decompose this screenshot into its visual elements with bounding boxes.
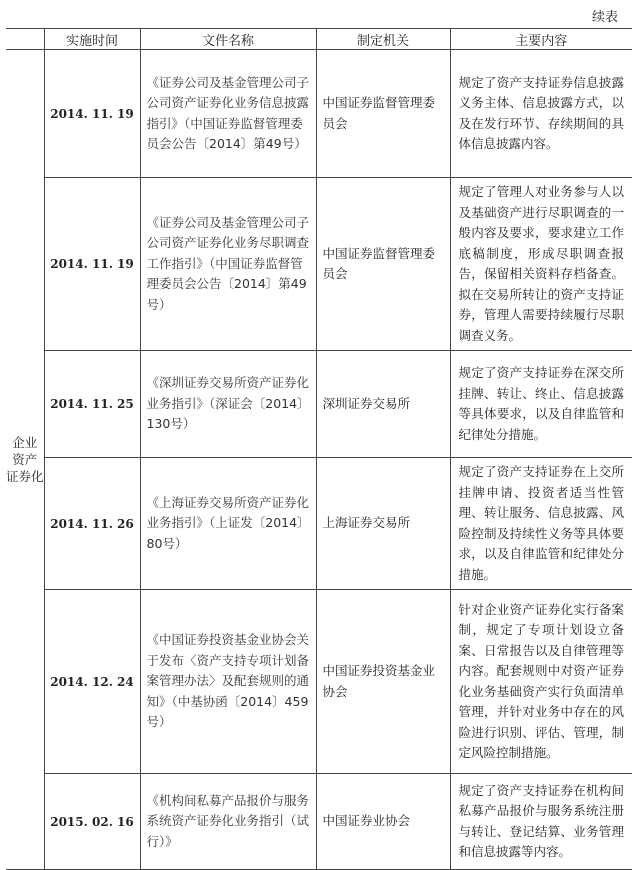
table-row	[6, 458, 632, 590]
header-name: 文件名称	[140, 29, 316, 50]
row-date: 2015. 02. 16	[44, 774, 140, 870]
category-line: 证券化	[6, 469, 44, 484]
row-content: 规定了资产支持证券在上交所挂牌申请、投资者适当性管理、转让服务、信息披露、风险控制及持续性义务等具体要求，以及自律监管和纪律处分措施。	[450, 458, 632, 590]
table-row	[6, 351, 632, 458]
row-org: 深圳证券交易所	[316, 351, 450, 458]
regulations-table	[6, 28, 632, 870]
row-org: 中国证券业协会	[316, 774, 450, 870]
row-doc-name: 《证券公司及基金管理公司子公司资产证券化业务信息披露指引》（中国证券监督管理委员会公告〔2014〕第49号）	[140, 50, 316, 178]
row-doc-name: 《深圳证券交易所资产证券化业务指引》（深证会〔2014〕130号）	[140, 351, 316, 458]
row-doc-name: 《机构间私募产品报价与服务系统资产证券化业务指引（试行）》	[140, 774, 316, 870]
row-org: 上海证券交易所	[316, 458, 450, 590]
row-date: 2014. 12. 24	[44, 590, 140, 774]
header-content: 主要内容	[450, 29, 632, 50]
row-date: 2014. 11. 25	[44, 351, 140, 458]
row-content: 规定了资产支持证券信息披露义务主体、信息披露方式，以及在发行环节、存续期间的具体信息披露内容。	[450, 50, 632, 178]
row-content: 规定了管理人对业务参与人以及基础资产进行尽职调查的一般内容及要求，要求建立工作底稿制度，形成尽职调查报告，保留相关资料存档备查。拟在交易所转让的资产支持证券，管理人需要持续履行尽职调查义务。	[450, 178, 632, 351]
row-org: 中国证券监督管理委员会	[316, 50, 450, 178]
header-blank	[6, 29, 44, 50]
table-header-row	[6, 29, 632, 50]
continued-label: 续表	[591, 10, 618, 25]
row-content: 针对企业资产证券化实行备案制，规定了专项计划设立备案、日常报告以及自律管理等内容。配套规则中对资产证券化业务基础资产实行负面清单管理，并针对业务中存在的风险进行识别、评估、管理，制定风险控制措施。	[450, 590, 632, 774]
category-line: 资产	[12, 452, 38, 467]
table-row	[6, 590, 632, 774]
row-date: 2014. 11. 26	[44, 458, 140, 590]
row-content: 规定了资产支持证券在深交所挂牌、转让、终止、信息披露等具体要求，以及自律监管和纪律处分措施。	[450, 351, 632, 458]
table-row	[6, 50, 632, 178]
row-org: 中国证券监督管理委员会	[316, 178, 450, 351]
row-content: 规定了资产支持证券在机构间私募产品报价与服务系统注册与转让、登记结算、业务管理和信息披露等内容。	[450, 774, 632, 870]
category-line: 企业	[12, 435, 38, 450]
table-row	[6, 774, 632, 870]
row-doc-name: 《证券公司及基金管理公司子公司资产证券化业务尽职调查工作指引》（中国证券监督管理委员会公告〔2014〕第49号）	[140, 178, 316, 351]
header-date: 实施时间	[44, 29, 140, 50]
row-doc-name: 《中国证券投资基金业协会关于发布〈资产支持专项计划备案管理办法〉及配套规则的通知》（中基协函〔2014〕459号）	[140, 590, 316, 774]
row-doc-name: 《上海证券交易所资产证券化业务指引》（上证发〔2014〕80号）	[140, 458, 316, 590]
header-org: 制定机关	[316, 29, 450, 50]
category-cell	[6, 50, 44, 870]
row-date: 2014. 11. 19	[44, 178, 140, 351]
table-row	[6, 178, 632, 351]
row-org: 中国证券投资基金业协会	[316, 590, 450, 774]
row-date: 2014. 11. 19	[44, 50, 140, 178]
